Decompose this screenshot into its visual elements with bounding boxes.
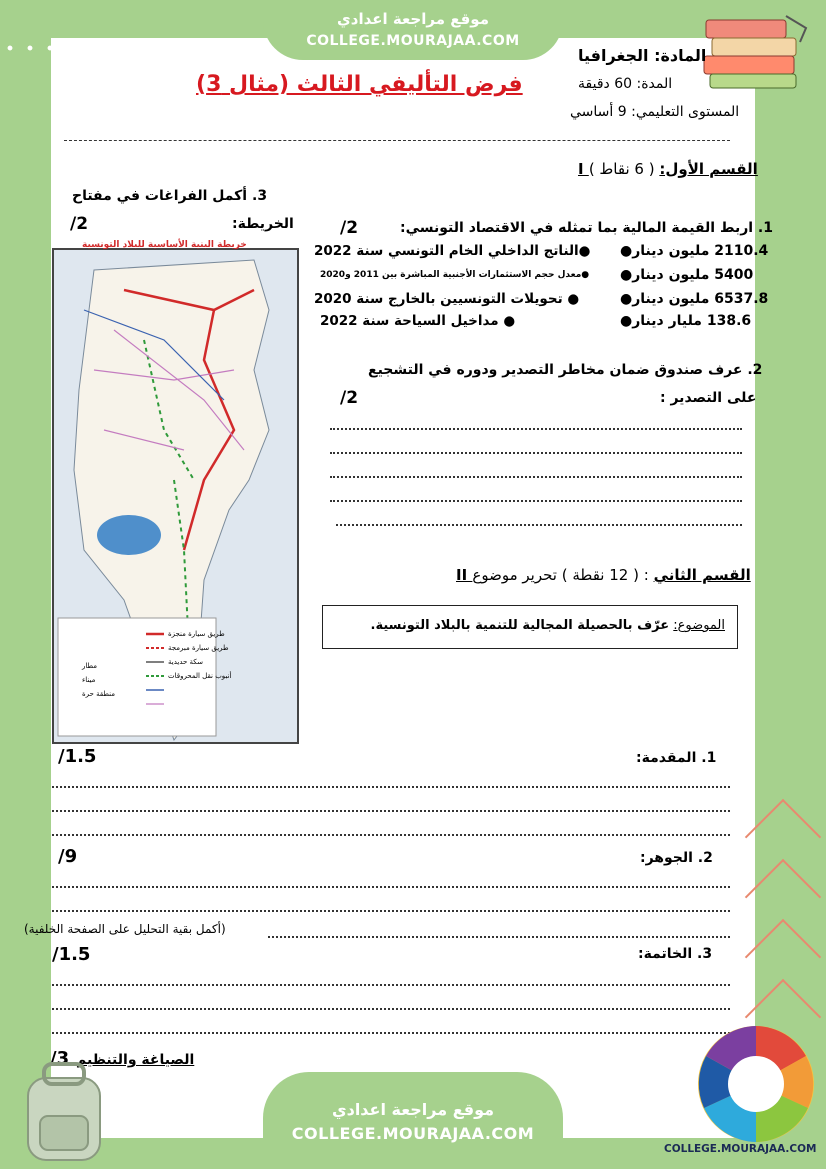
exam-title: فرض التأليفي الثالث (مثال 3): [196, 72, 523, 97]
header-divider: [64, 140, 730, 141]
intro-mark: /1.5: [58, 746, 97, 767]
style-label: الصياغة والتنظيم: [76, 1052, 195, 1068]
legend-item: أنبوب نقل المحروقات: [168, 672, 232, 680]
q3-line2: الخريطة:: [232, 216, 294, 232]
answer-line[interactable]: [52, 910, 730, 912]
continue-note: (أكمل بقية التحليل على الصفحة الخلفية): [24, 922, 226, 936]
q3-mark: /2: [70, 214, 89, 234]
q1-item-1: ●الناتج الداخلي الخام التونسي سنة 2022: [314, 243, 591, 259]
part2-heading: II القسم الثاني: [456, 566, 751, 584]
q1-item-4: ● مداخيل السياحة سنة 2022: [320, 313, 516, 329]
answer-line[interactable]: [52, 786, 730, 788]
conclusion-label: 3. الخاتمة:: [638, 946, 713, 962]
q1-value-4: 138.6 مليار دينار●: [620, 313, 752, 329]
q1-item-2: ●معدل حجم الاستثمارات الأجنبية المباشرة بين 2011 و2020: [320, 270, 590, 280]
conclusion-mark: /1.5: [52, 944, 91, 965]
part2-heading-row: [456, 566, 751, 584]
answer-line[interactable]: [52, 1008, 730, 1010]
answer-line[interactable]: [336, 524, 742, 526]
answer-line[interactable]: [268, 936, 730, 938]
top-site-url[interactable]: COLLEGE.MOURAJAA.COM: [306, 33, 520, 49]
answer-line[interactable]: [330, 476, 742, 478]
body-mark: /9: [58, 846, 78, 867]
q3-line1: 3. أكمل الفراغات في مفتاح: [72, 188, 268, 204]
education-logo-icon[interactable]: [696, 1024, 816, 1144]
backpack-icon: [14, 1060, 114, 1162]
subject-label: الموضوع:: [673, 618, 725, 633]
bottom-banner: [263, 1072, 563, 1169]
legend-item: سكة حديدية: [168, 658, 204, 666]
answer-line[interactable]: [330, 428, 742, 430]
q2-line1: 2. عرف صندوق ضمان مخاطر التصدير ودوره في التشجيع: [368, 362, 763, 378]
logo-url[interactable]: COLLEGE.MOURAJAA.COM: [664, 1143, 817, 1155]
answer-line[interactable]: [52, 886, 730, 888]
q1-mark: /2: [340, 218, 359, 238]
q1-value-3: 6537.8 مليون دينار●: [620, 291, 769, 307]
part1-heading: I القسم الأول:: [578, 160, 758, 178]
answer-line[interactable]: [52, 810, 730, 812]
map-title: خريطة البنية الأساسية للبلاد التونسية: [82, 240, 247, 250]
top-banner: [263, 0, 563, 60]
bottom-site-name-ar: موقع مراجعة اعدادي: [331, 1100, 495, 1119]
part1-points: ( 6 نقاط ): [588, 160, 655, 178]
body-label: 2. الجوهر:: [640, 850, 713, 866]
top-site-name-ar: موقع مراجعة اعدادي: [337, 10, 489, 28]
duration-line: المدة: 60 دقيقة: [578, 76, 673, 92]
subject-line: المادة: الجغرافيا: [578, 46, 707, 65]
part2-points: : ( 12 نقطة ) تحرير موضوع: [472, 566, 649, 584]
decorative-dots: [0, 44, 230, 52]
subject-row: [371, 618, 725, 633]
subject-text: عرّف بالحصيلة المجالية للتنمية بالبلاد التونسية.: [370, 618, 670, 633]
bottom-site-url[interactable]: COLLEGE.MOURAJAA.COM: [291, 1124, 535, 1143]
answer-line[interactable]: [52, 834, 730, 836]
intro-label: 1. المقدمة:: [636, 750, 717, 766]
legend-item: طريق سيارة منجزة: [168, 630, 225, 638]
q1-value-2: 5400 مليون دينار●: [620, 267, 754, 283]
answer-line[interactable]: [330, 452, 742, 454]
legend-item: منطقة حرة: [82, 690, 115, 698]
legend-item: طريق سيارة مبرمجة: [168, 644, 229, 652]
subject-box: [322, 605, 738, 649]
answer-line[interactable]: [330, 500, 742, 502]
q1-value-1: 2110.4 مليون دينار●: [620, 243, 769, 259]
tunisia-map: [52, 240, 299, 744]
answer-line[interactable]: [52, 1032, 730, 1034]
q1-item-3: ● تحويلات التونسيين بالخارج سنة 2020: [314, 291, 580, 307]
legend-item: مطار: [82, 662, 98, 670]
part1-heading-row: [578, 160, 758, 178]
answer-line[interactable]: [52, 984, 730, 986]
style-mark: /3: [50, 1048, 70, 1069]
books-icon: [700, 12, 812, 92]
legend-item: ميناء: [82, 676, 96, 684]
q1-text: 1. اربط القيمة المالية بما تمثله في الاقتصاد التونسي:: [400, 220, 773, 236]
q2-line2: على التصدير :: [660, 390, 757, 406]
q2-mark: /2: [340, 388, 359, 408]
level-line: المستوى التعليمي: 9 أساسي: [570, 104, 740, 120]
